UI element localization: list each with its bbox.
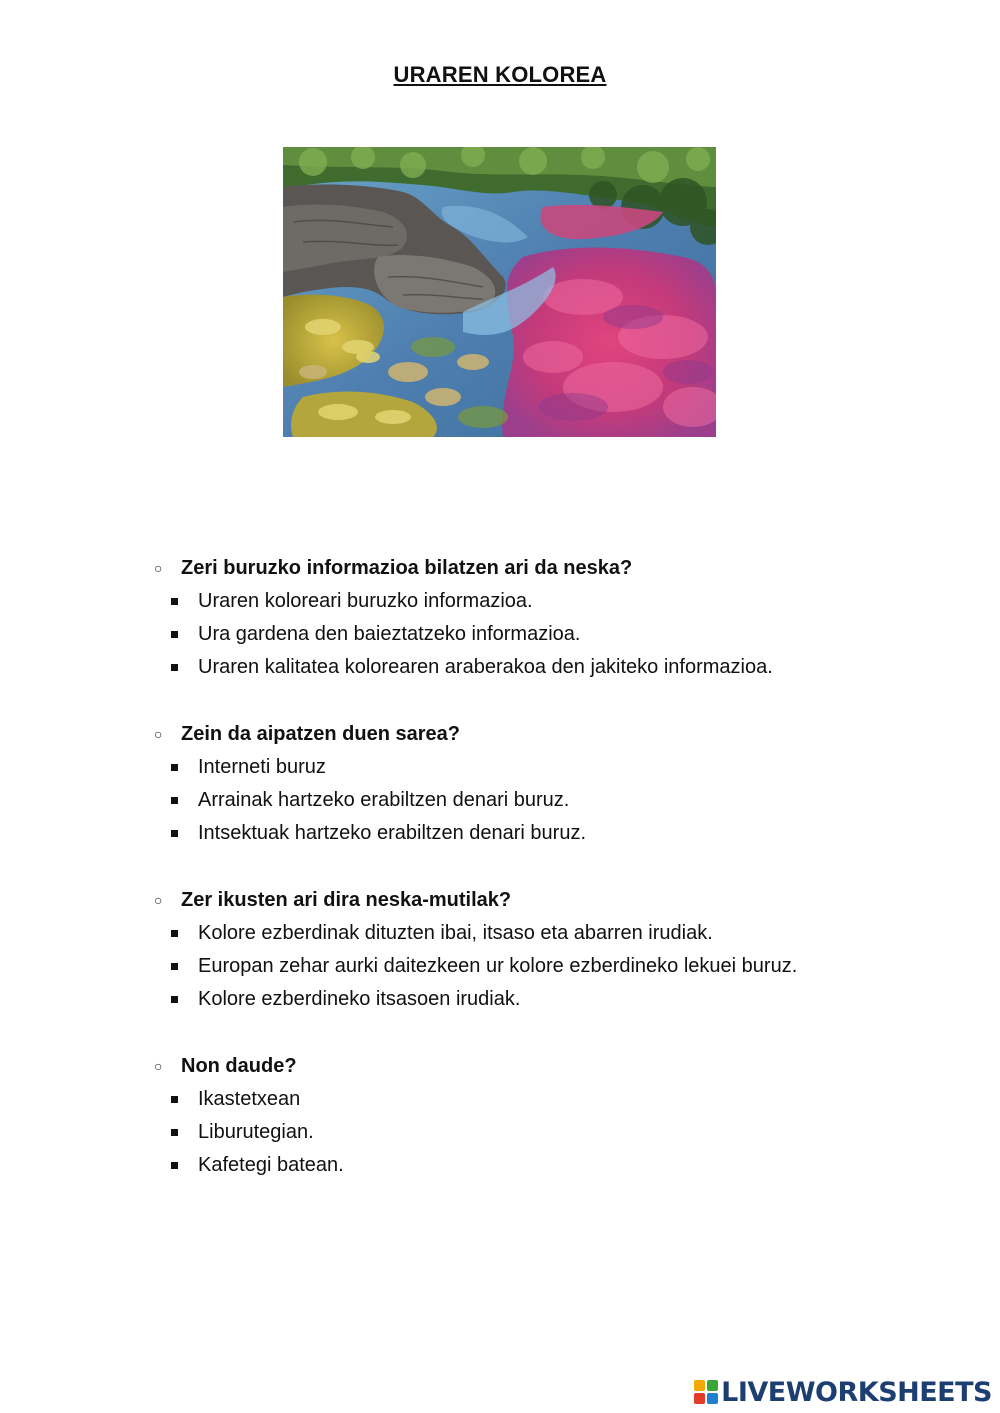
answer-option-text: Interneti buruz — [198, 756, 326, 778]
square-bullet-icon — [171, 1096, 178, 1103]
question-1: Zeri buruzko informazioa bilatzen ari da neska? — [181, 557, 633, 579]
square-bullet-icon — [171, 963, 178, 970]
question-2: Zein da aipatzen duen sarea? — [181, 723, 460, 745]
square-bullet-icon — [171, 1129, 178, 1136]
question-3: Zer ikusten ari dira neska-mutilak? — [181, 889, 512, 911]
liveworksheets-logo-icon — [694, 1380, 718, 1404]
river-photo — [283, 147, 716, 437]
question-block-3 — [0, 884, 1000, 1050]
square-bullet-icon — [171, 764, 178, 771]
square-bullet-icon — [171, 830, 178, 837]
question-list — [0, 552, 1000, 1216]
hollow-bullet-icon: ○ — [154, 892, 163, 908]
square-bullet-icon — [171, 797, 178, 804]
river-photo-illustration — [283, 147, 716, 437]
page-title: URAREN KOLOREA — [393, 62, 607, 87]
answer-option-text: Intsektuak hartzeko erabiltzen denari buruz. — [198, 822, 586, 844]
question-block-2 — [0, 718, 1000, 884]
question-block-4 — [0, 1050, 1000, 1216]
logo-wordmark: LIVEWORKSHEETS — [721, 1376, 992, 1408]
answer-option-text: Ura gardena den baieztatzeko informazioa. — [198, 623, 581, 645]
liveworksheets-logo[interactable] — [694, 1377, 992, 1407]
square-bullet-icon — [171, 1162, 178, 1169]
answer-option-text: Uraren kalitatea kolorearen araberakoa den jakiteko informazioa. — [198, 656, 773, 678]
square-bullet-icon — [171, 996, 178, 1003]
hollow-bullet-icon: ○ — [154, 726, 163, 742]
square-bullet-icon — [171, 930, 178, 937]
answer-option-text: Kafetegi batean. — [198, 1154, 344, 1176]
answer-option-text: Ikastetxean — [198, 1088, 301, 1110]
hollow-bullet-icon: ○ — [154, 1058, 163, 1074]
hollow-bullet-icon: ○ — [154, 560, 163, 576]
answer-option-text: Uraren koloreari buruzko informazioa. — [198, 590, 533, 612]
square-bullet-icon — [171, 631, 178, 638]
answer-option-text: Europan zehar aurki daitezkeen ur kolore ezberdineko lekuei buruz. — [198, 955, 798, 977]
answer-option-text: Arrainak hartzeko erabiltzen denari buruz. — [198, 789, 570, 811]
answer-option-text: Liburutegian. — [198, 1121, 314, 1143]
question-block-1 — [0, 552, 1000, 718]
answer-option-text: Kolore ezberdineko itsasoen irudiak. — [198, 988, 521, 1010]
answer-option-text: Kolore ezberdinak dituzten ibai, itsaso eta abarren irudiak. — [198, 922, 713, 944]
square-bullet-icon — [171, 664, 178, 671]
question-4: Non daude? — [181, 1055, 297, 1077]
square-bullet-icon — [171, 598, 178, 605]
